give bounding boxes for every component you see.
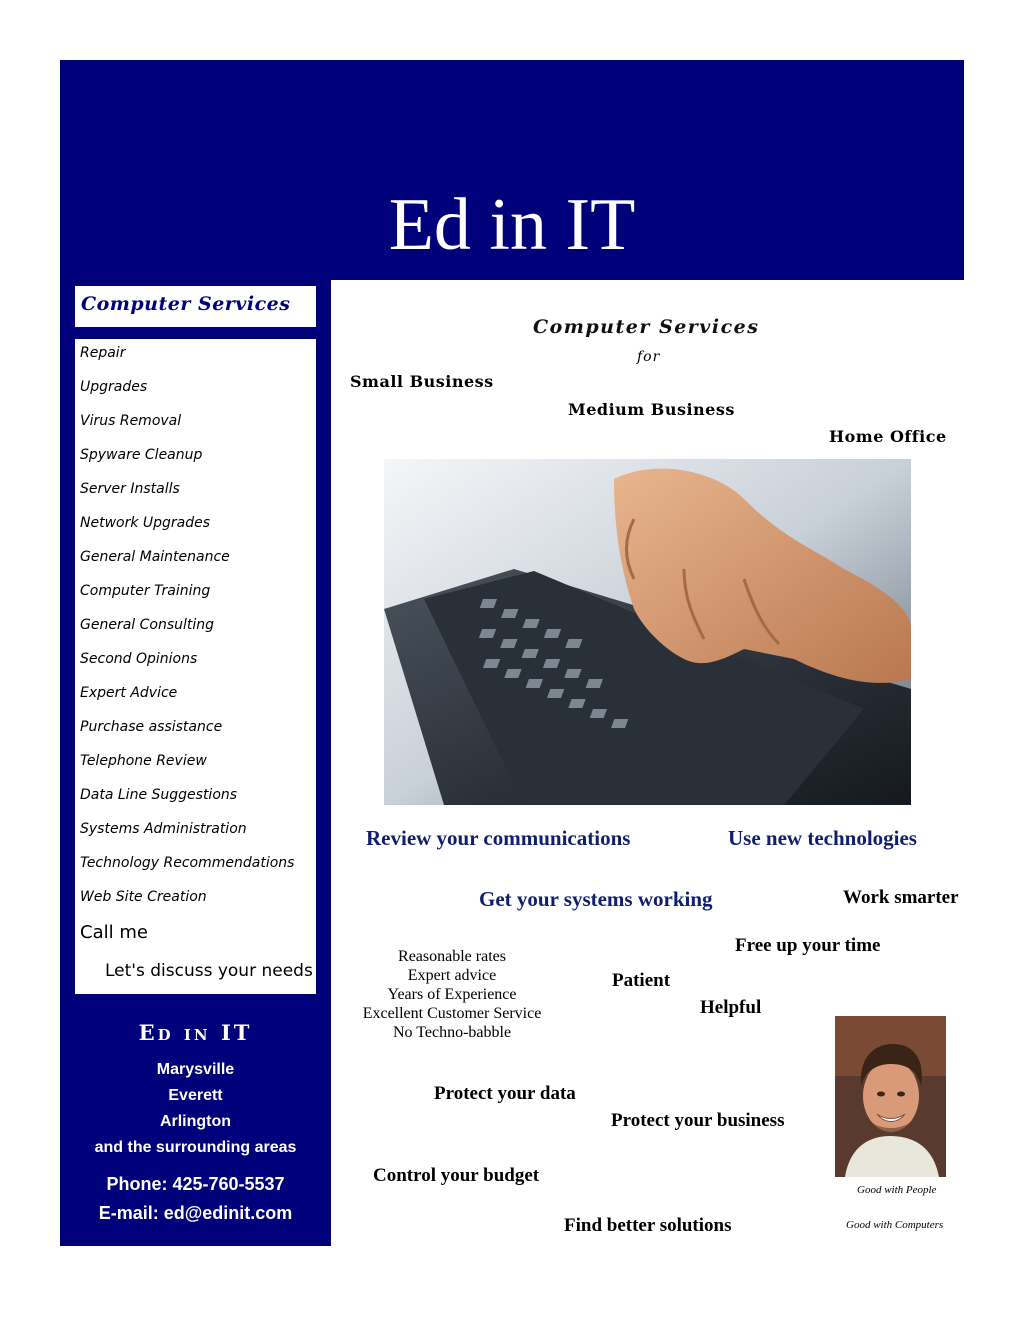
service-item: Computer Training	[80, 583, 211, 599]
phone-number: Phone: 425-760-5537	[106, 1174, 285, 1194]
sidebar-heading-box	[75, 286, 316, 327]
benefit-solutions: Find better solutions	[564, 1215, 732, 1236]
service-item: Spyware Cleanup	[80, 447, 203, 463]
service-item: Purchase assistance	[80, 719, 223, 735]
service-item: Repair	[80, 345, 126, 361]
service-item: General Maintenance	[80, 549, 230, 565]
main-heading: Computer Services	[533, 316, 760, 338]
service-item: Technology Recommendations	[80, 855, 295, 871]
call-me-text: Call me	[80, 922, 148, 943]
quality-item: Expert advice	[407, 967, 497, 984]
city-marysville: Marysville	[156, 1061, 235, 1078]
main-for: for	[637, 349, 661, 365]
service-item: Web Site Creation	[80, 889, 207, 905]
company-name: Ed in IT	[138, 1020, 253, 1045]
benefit-protect-business: Protect your business	[611, 1110, 785, 1131]
service-item: Upgrades	[80, 379, 148, 395]
benefit-patient: Patient	[612, 970, 671, 991]
quality-item: No Techno-babble	[392, 1024, 512, 1041]
quality-item: Years of Experience	[387, 986, 517, 1003]
service-item: Second Opinions	[80, 651, 198, 667]
service-item: Systems Administration	[80, 821, 247, 837]
service-item: Data Line Suggestions	[80, 787, 238, 803]
service-item: Telephone Review	[80, 753, 207, 769]
quality-item: Reasonable rates	[398, 948, 506, 965]
segment-home-office: Home Office	[829, 427, 947, 446]
benefit-protect-data: Protect your data	[434, 1083, 576, 1104]
benefit-budget: Control your budget	[373, 1165, 540, 1186]
benefit-review: Review your communications	[366, 826, 631, 850]
services-list	[75, 339, 316, 994]
segment-medium-business: Medium Business	[568, 400, 735, 419]
service-item: General Consulting	[80, 617, 215, 633]
benefit-systems: Get your systems working	[479, 887, 713, 911]
benefit-smarter: Work smarter	[843, 887, 959, 908]
qualities-list	[352, 947, 552, 1042]
city-everett: Everett	[168, 1087, 223, 1104]
caption-computers: Good with Computers	[846, 1219, 944, 1231]
typing-hands-photo	[384, 459, 911, 805]
header-banner	[60, 60, 964, 280]
quality-item: Excellent Customer Service	[362, 1005, 542, 1022]
service-item: Virus Removal	[80, 413, 182, 429]
service-item: Network Upgrades	[80, 515, 211, 531]
caption-people: Good with People	[857, 1184, 937, 1196]
page-title: Ed in IT	[388, 184, 636, 266]
segment-small-business: Small Business	[350, 372, 494, 391]
benefit-new-tech: Use new technologies	[728, 826, 917, 850]
sidebar-heading: Computer Services	[81, 293, 291, 315]
service-area: and the surrounding areas	[94, 1139, 297, 1156]
discuss-text: Let's discuss your needs	[105, 961, 313, 981]
service-item: Expert Advice	[80, 685, 178, 701]
benefit-helpful: Helpful	[700, 997, 762, 1018]
city-arlington: Arlington	[159, 1113, 232, 1130]
email-address: E-mail: ed@edinit.com	[98, 1203, 293, 1223]
benefit-free-time: Free up your time	[735, 935, 881, 956]
portrait-photo	[835, 1016, 946, 1177]
service-item: Server Installs	[80, 481, 180, 497]
